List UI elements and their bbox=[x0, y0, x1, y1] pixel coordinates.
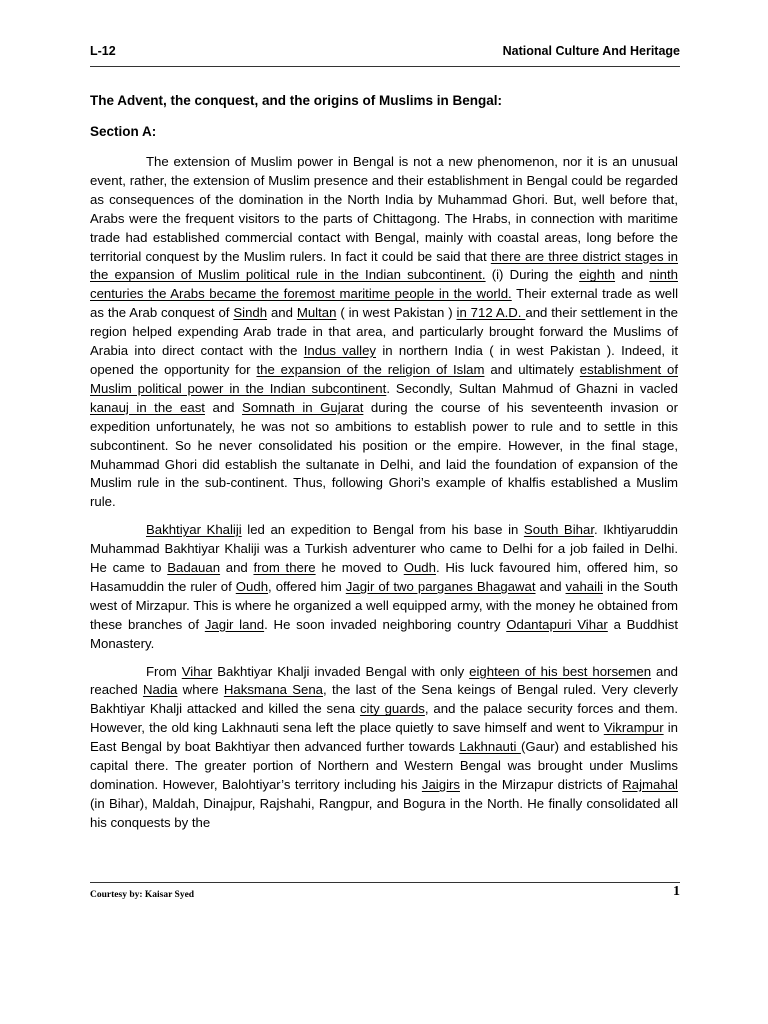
text-run: in the Mirzapur districts of bbox=[459, 777, 623, 792]
text-run: . His luck favoured him, offered him, so Hasamuddin the ruler of bbox=[90, 560, 678, 594]
text-run: . Ikhtiyaruddin Muhammad Bakhtiyar Khaliji was a Turkish adventurer who came to Delhi for a job failed in Delhi. He came to bbox=[90, 522, 678, 576]
underlined-text: vahaili bbox=[565, 578, 603, 594]
text-run: and ultimately bbox=[484, 361, 580, 377]
underlined-text: Indus valley bbox=[303, 343, 377, 359]
text-run: . He soon invaded neighboring country bbox=[264, 616, 507, 632]
underlined-text: the expansion of the religion of Islam bbox=[256, 361, 485, 377]
underlined-text: in 712 A.D. bbox=[456, 305, 526, 321]
text-run: in northern India ( in west Pakistan ). Indeed, it opened the opportunity for bbox=[90, 343, 678, 377]
underlined-text: Somnath in Gujarat bbox=[242, 399, 364, 415]
underlined-text: Rajmahal bbox=[622, 777, 678, 792]
text-run: and bbox=[204, 399, 243, 415]
lesson-number: L-12 bbox=[90, 44, 116, 58]
text-run: Their external trade as well as the Arab conquest of bbox=[90, 286, 679, 321]
underlined-text: there are three district stages in the expansion of Muslim political rule in the Indian subcontinent. bbox=[90, 248, 678, 283]
underlined-text: Badauan bbox=[167, 560, 221, 576]
text-run: and bbox=[267, 305, 297, 321]
text-run: where bbox=[177, 682, 224, 698]
underlined-text: Oudh bbox=[403, 560, 436, 576]
document-title: The Advent, the conquest, and the origins of Muslims in Bengal: bbox=[90, 93, 503, 108]
section-heading: Section A: bbox=[90, 124, 157, 139]
text-run: he moved to bbox=[315, 560, 404, 576]
text-run: led an expedition to Bengal from his base in bbox=[241, 522, 524, 538]
text-run: and bbox=[535, 578, 566, 594]
text-run: during the course of his seventeenth invasion or expedition unfortunately, he was not so ambitions to establish power to rule and to settle in this subcontinent. So he never consolidated his position or the empire. However, in the final stage, Muhammad Ghori did establish the sultanate in Delhi, and laid the foundation of expansion of the Muslim rule in the sub-continent. Thus, following Ghori’s example of khalfis established a Muslim rule. bbox=[90, 399, 678, 510]
text-run: The extension of Muslim power in Bengal is not a new phenomenon, nor it is an unusual event, rather, the extension of Muslim presence and their establishment in Bengal could be regarded as consequences of the domination in the North India by Muhammad Ghori. But, well before that, Arabs were the frequent visitors to the parts of Chittagong. The Hrabs, in connection with maritime trade had established commercial contact with Bengal, mainly with coastal areas, long before the territorial conquest by the Muslim rulers. In fact it could be said that bbox=[90, 154, 678, 264]
underlined-text: establishment of Muslim political power in the Indian subcontinent bbox=[90, 361, 679, 396]
underlined-text: city guards bbox=[359, 701, 425, 717]
body-text bbox=[90, 153, 678, 842]
text-run: ( in west Pakistan ) bbox=[336, 305, 457, 321]
underlined-text: ninth centuries the Arabs became the foremost maritime people in the world. bbox=[90, 267, 678, 302]
footer-rule bbox=[90, 882, 680, 883]
underlined-text: Odantapuri Vihar bbox=[506, 616, 608, 632]
text-run: (Gaur) and established his capital there. The greater portion of Northern and Western Bengal was brought under Muslims domination. However, Balohtiyar’s territory including his bbox=[90, 739, 678, 792]
underlined-text: kanauj in the east bbox=[90, 399, 205, 415]
underlined-text: Oudh bbox=[235, 578, 269, 594]
text-run: and bbox=[615, 267, 650, 283]
page-number: 1 bbox=[673, 884, 680, 899]
text-run: in the South west of Mirzapur. This is where he organized a well equipped army, with the money he obtained from these branches of bbox=[90, 578, 678, 632]
text-run: a Buddhist Monastery. bbox=[90, 616, 679, 651]
underlined-text: Bakhtiyar Khaliji bbox=[146, 522, 242, 538]
underlined-text: Sindh bbox=[233, 305, 268, 321]
underlined-text: Jagir of two parganes Bhagawat bbox=[345, 578, 536, 594]
underlined-text: South Bihar bbox=[523, 522, 594, 538]
text-run: , the last of the Sena keings of Bengal ruled. Very cleverly Bakhtiyar Khalji attacked and killed the sena bbox=[90, 682, 678, 717]
underlined-text: from there bbox=[253, 560, 316, 576]
text-run: and reached bbox=[90, 663, 678, 698]
underlined-text: Nadia bbox=[142, 682, 178, 698]
text-run: and their settlement in the region helped expending Arab trade in that area, and particularly brought forward the Muslims of Arabia into direct contact with the bbox=[90, 305, 678, 359]
underlined-text: Multan bbox=[296, 305, 337, 321]
text-run: From bbox=[146, 663, 182, 679]
underlined-text: eighteen of his best horsemen bbox=[469, 663, 652, 679]
text-run: , offered him bbox=[268, 578, 346, 594]
paragraph bbox=[90, 663, 678, 833]
underlined-text: Vihar bbox=[181, 663, 213, 679]
text-run: . Secondly, Sultan Mahmud of Ghazni in vacled bbox=[386, 380, 678, 396]
course-title: National Culture And Heritage bbox=[502, 44, 680, 58]
text-run: (in Bihar), Maldah, Dinajpur, Rajshahi, Rangpur, and Bogura in the North. He finally consolidated all his conquests by the bbox=[90, 795, 678, 830]
text-run: (i) During the bbox=[485, 267, 580, 283]
underlined-text: Lakhnauti bbox=[459, 739, 521, 755]
underlined-text: eighth bbox=[579, 267, 616, 283]
text-run: Bakhtiyar Khalji invaded Bengal with only bbox=[212, 663, 470, 679]
text-run: and bbox=[220, 560, 254, 576]
underlined-text: Jaigirs bbox=[421, 777, 460, 792]
header-rule bbox=[90, 66, 680, 67]
text-run: , and the palace security forces and them. However, the old king Lakhnauti sena left the place quietly to save himself and went to bbox=[90, 701, 678, 736]
text-run: in East Bengal by boat Bakhtiyar then advanced further towards bbox=[90, 720, 679, 755]
page-header bbox=[90, 44, 680, 58]
underlined-text: Haksmana Sena bbox=[223, 682, 324, 698]
paragraph bbox=[90, 153, 678, 512]
paragraph bbox=[90, 521, 678, 653]
underlined-text: Jagir land bbox=[204, 616, 265, 632]
underlined-text: Vikrampur bbox=[603, 720, 664, 736]
footer-credit: Courtesy by: Kaisar Syed bbox=[90, 890, 195, 900]
